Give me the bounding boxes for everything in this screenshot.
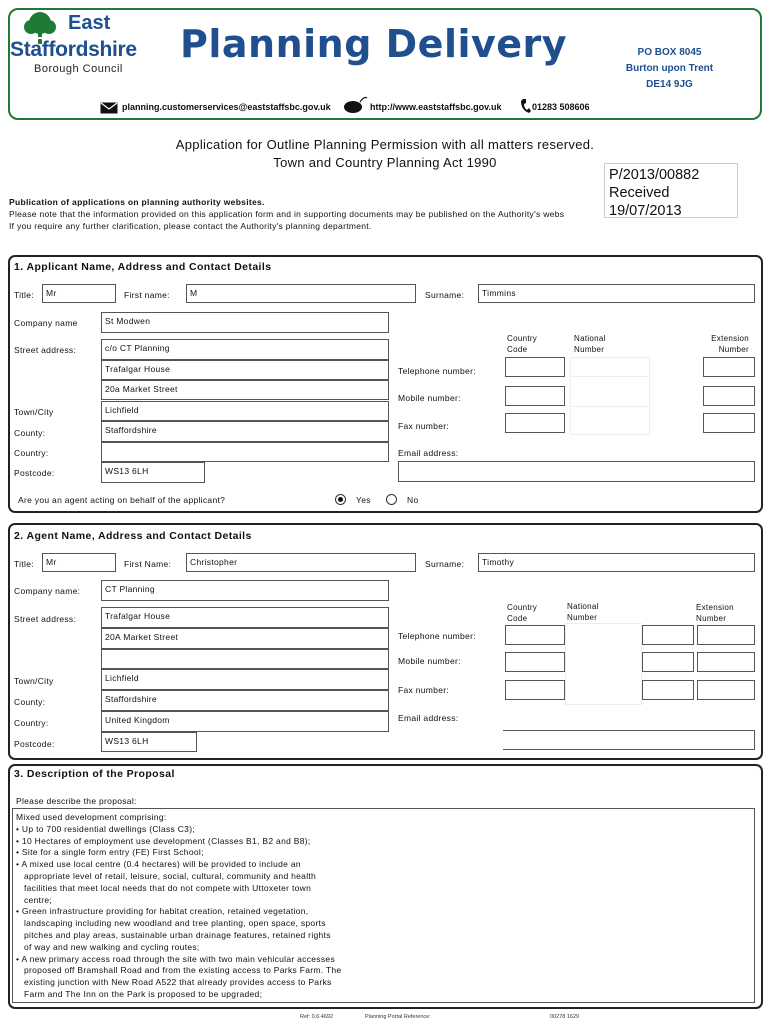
agent-national-number-header: National Number	[567, 602, 599, 622]
agent-heading: 2. Agent Name, Address and Contact Details	[14, 530, 252, 542]
proposal-heading: 3. Description of the Proposal	[14, 768, 175, 780]
applicant-national-number-header: National Number	[574, 334, 606, 354]
form-subtitle: Town and Country Planning Act 1990	[273, 155, 497, 170]
agent-street-label: Street address:	[14, 614, 77, 624]
agent-fax-code[interactable]	[505, 680, 565, 700]
received-stamp	[604, 163, 738, 218]
agent-title-field[interactable]: Mr	[42, 553, 116, 572]
agent-no-radio[interactable]	[386, 494, 397, 505]
applicant-county-label: County:	[14, 428, 46, 438]
agent-telephone-national-tail[interactable]	[642, 625, 694, 645]
applicant-telephone-label: Telephone number:	[398, 366, 476, 376]
proposal-line: of way and new walking and cycling routes;	[16, 941, 200, 952]
phone-icon	[520, 98, 532, 114]
footer-ref: Ref: 0.6.4692	[300, 1014, 334, 1020]
proposal-line: Farm and The Inn on the Park is proposed to be upgraded;	[16, 988, 263, 999]
agent-telephone-label: Telephone number:	[398, 631, 476, 641]
applicant-county-field[interactable]: Staffordshire	[101, 421, 389, 442]
agent-country-field[interactable]: United Kingdom	[101, 711, 389, 732]
proposal-line: Mixed used development comprising:	[16, 812, 167, 822]
proposal-line: centre;	[16, 894, 53, 905]
proposal-text	[16, 812, 751, 1001]
applicant-country-label: Country:	[14, 448, 49, 458]
applicant-telephone-ext[interactable]	[703, 357, 755, 377]
footer-portal-label: Planning Portal Reference:	[365, 1014, 431, 1020]
address-line-3: DE14 9JG	[646, 79, 693, 90]
applicant-company-field[interactable]: St Modwen	[101, 312, 389, 333]
applicant-street-2[interactable]: Trafalgar House	[101, 360, 389, 380]
publication-text-1: Please note that the information provided on this application form and in supporting documents may be published on the Authority's webs	[9, 209, 565, 219]
agent-street-2[interactable]: 20A Market Street	[101, 628, 389, 649]
agent-extension-header: Extension Number	[696, 603, 734, 623]
applicant-fax-ext[interactable]	[703, 413, 755, 433]
applicant-fax-code[interactable]	[505, 413, 565, 433]
proposal-line: • Site for a single form entry (FE) First School;	[16, 847, 204, 858]
proposal-line: facilities that meet local needs that do not compete with Uttoxeter town	[16, 882, 312, 893]
envelope-icon	[100, 102, 118, 114]
applicant-street-label: Street address:	[14, 345, 77, 355]
logo-borough-council: Borough Council	[34, 63, 123, 75]
proposal-line: • 10 Hectares of employment use development (Classes B1, B2 and B8);	[16, 835, 311, 846]
agent-county-field[interactable]: Staffordshire	[101, 690, 389, 711]
agent-town-field[interactable]: Lichfield	[101, 669, 389, 690]
proposal-line: • A mixed use local centre (0.4 hectares) will be provided to include an	[16, 859, 301, 870]
applicant-town-label: Town/City	[14, 407, 54, 417]
stamp-status: Received	[609, 185, 670, 201]
agent-telephone-number[interactable]	[565, 623, 642, 705]
proposal-line: existing junction with New Road A522 that already provides access to Parks	[16, 977, 332, 988]
applicant-email-label: Email address:	[398, 448, 459, 458]
applicant-fax-number[interactable]	[570, 407, 650, 435]
applicant-street-1[interactable]: c/o CT Planning	[101, 339, 389, 360]
applicant-country-code-header: Country Code	[507, 334, 538, 354]
logo-staffordshire: Staffordshire	[10, 38, 137, 61]
applicant-first-name-label: First name:	[124, 290, 170, 300]
agent-yes-label: Yes	[356, 495, 371, 505]
stamp-date: 19/07/2013	[609, 203, 682, 219]
agent-country-code-header: Country Code	[507, 603, 538, 623]
agent-yes-radio[interactable]	[335, 494, 346, 505]
phone-number: 01283 508606	[532, 102, 590, 112]
applicant-mobile-number[interactable]	[570, 377, 650, 407]
proposal-line: • Up to 700 residential dwellings (Class C3);	[16, 823, 195, 834]
agent-postcode-field[interactable]: WS13 6LH	[101, 732, 197, 752]
agent-title-label: Title:	[14, 559, 34, 569]
proposal-line: proposed off Bramshall Road and from the existing access to Parks Farm. The	[16, 965, 342, 976]
agent-postcode-label: Postcode:	[14, 739, 55, 749]
agent-county-label: County:	[14, 697, 46, 707]
agent-country-label: Country:	[14, 718, 49, 728]
publication-heading: Publication of applications on planning authority websites.	[9, 197, 265, 207]
applicant-country-field[interactable]	[101, 442, 389, 462]
email-field-mask	[399, 462, 519, 481]
agent-town-label: Town/City	[14, 676, 54, 686]
agent-mobile-ext[interactable]	[697, 652, 755, 672]
applicant-company-label: Company name	[14, 318, 78, 328]
proposal-textarea[interactable]	[12, 808, 755, 1003]
footer-portal-ref: 00278 1629	[550, 1014, 580, 1020]
agent-first-name-field[interactable]: Christopher	[186, 553, 416, 572]
applicant-mobile-ext[interactable]	[703, 386, 755, 406]
proposal-line: appropriate level of retail, leisure, social, cultural, community and health	[16, 870, 317, 881]
agent-fax-label: Fax number:	[398, 685, 450, 695]
applicant-surname-field[interactable]: Timmins	[478, 284, 755, 303]
page-title: Planning Delivery	[180, 22, 568, 66]
website-link[interactable]: http://www.eaststaffsbc.gov.uk	[370, 102, 502, 112]
proposal-line: • A new primary access road through the site with two main vehicular accesses	[16, 953, 335, 964]
email-link[interactable]: planning.customerservices@eaststaffsbc.gov.uk	[122, 102, 331, 112]
agent-question: Are you an agent acting on behalf of the applicant?	[18, 495, 226, 505]
applicant-title-field[interactable]: Mr	[42, 284, 116, 303]
agent-first-name-label: First Name:	[124, 559, 172, 569]
applicant-postcode-field[interactable]: WS13 6LH	[101, 462, 205, 483]
logo-east: East	[68, 12, 111, 34]
agent-email-label: Email address:	[398, 713, 459, 723]
applicant-mobile-label: Mobile number:	[398, 393, 461, 403]
agent-fax-ext[interactable]	[697, 680, 755, 700]
agent-email-mask	[396, 728, 503, 758]
applicant-extension-header: Extension Number	[711, 334, 749, 354]
stamp-reference: P/2013/00882	[609, 167, 700, 183]
proposal-line: landscaping including new woodland and tree planting, open space, sports	[16, 918, 326, 929]
form-title: Application for Outline Planning Permission with all matters reserved.	[175, 137, 595, 152]
agent-mobile-label: Mobile number:	[398, 656, 461, 666]
agent-no-label: No	[407, 495, 419, 505]
agent-company-label: Company name:	[14, 586, 81, 596]
address-line-1: PO BOX 8045	[637, 47, 702, 58]
applicant-town-field[interactable]: Lichfield	[101, 401, 389, 421]
applicant-first-name-field[interactable]: M	[186, 284, 416, 303]
applicant-telephone-number[interactable]	[570, 357, 650, 377]
proposal-line: • Green infrastructure providing for habitat creation, retained vegetation,	[16, 906, 309, 917]
agent-fax-national-tail[interactable]	[642, 680, 694, 700]
council-address	[612, 45, 727, 93]
address-line-2: Burton upon Trent	[625, 63, 714, 74]
applicant-mobile-code[interactable]	[505, 386, 565, 406]
agent-surname-field[interactable]: Timothy	[478, 553, 755, 572]
publication-text-2: If you require any further clarification, please contact the Authority's planning department.	[9, 221, 372, 231]
agent-company-field[interactable]: CT Planning	[101, 580, 389, 601]
applicant-street-3[interactable]: 20a Market Street	[101, 380, 389, 400]
proposal-prompt: Please describe the proposal:	[16, 796, 137, 806]
agent-telephone-code[interactable]	[505, 625, 565, 645]
mouse-icon	[342, 94, 368, 114]
agent-surname-label: Surname:	[425, 559, 465, 569]
applicant-surname-label: Surname:	[425, 290, 465, 300]
contact-bar	[100, 100, 620, 116]
council-logo	[8, 8, 158, 78]
agent-street-1[interactable]: Trafalgar House	[101, 607, 389, 628]
applicant-telephone-code[interactable]	[505, 357, 565, 377]
applicant-title-label: Title:	[14, 290, 34, 300]
agent-mobile-national-tail[interactable]	[642, 652, 694, 672]
applicant-heading: 1. Applicant Name, Address and Contact Details	[14, 261, 272, 273]
applicant-fax-label: Fax number:	[398, 421, 450, 431]
agent-mobile-code[interactable]	[505, 652, 565, 672]
applicant-postcode-label: Postcode:	[14, 468, 55, 478]
proposal-line: pitches and play areas, sustainable urban drainage features, retained rights	[16, 929, 331, 940]
agent-telephone-ext[interactable]	[697, 625, 755, 645]
agent-street-3[interactable]	[101, 649, 389, 669]
